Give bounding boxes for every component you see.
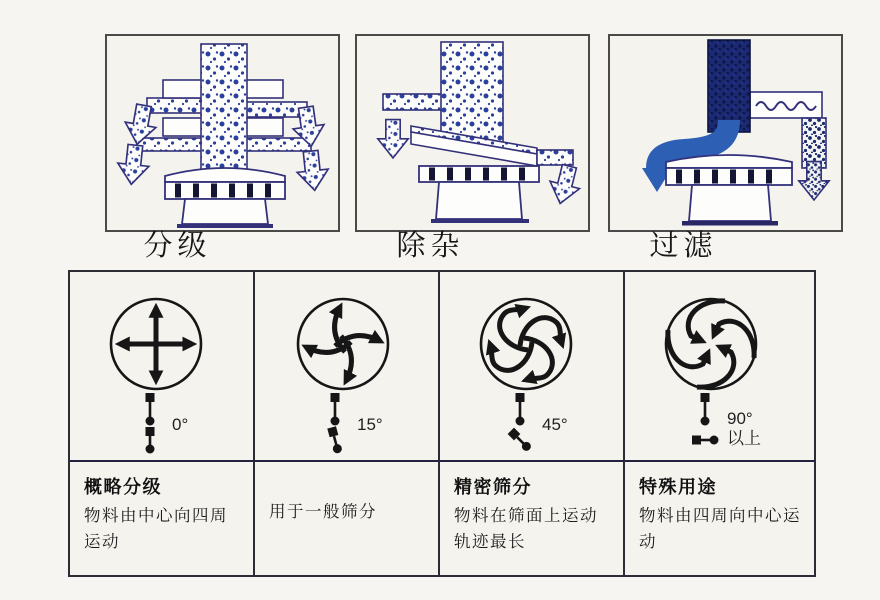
machine-label-filtration: 过滤 <box>649 230 718 262</box>
machine-illustration-impurity-removal <box>355 34 590 232</box>
right-upper-channel <box>245 102 307 117</box>
cell-title: 概略分级 <box>84 477 162 497</box>
angle-label: 0° <box>172 415 189 434</box>
motion-circle <box>298 299 388 389</box>
cell-title: 特殊用途 <box>639 477 717 497</box>
base-cylinder <box>182 199 268 224</box>
cell-body: 物料由中心向四周运动 <box>84 507 228 551</box>
impurity-removal-drawing <box>357 36 588 230</box>
description-cell-0deg <box>70 462 255 575</box>
angle-suffix: 以上 <box>727 429 761 448</box>
pattern-cell-45deg <box>440 272 625 462</box>
solids-chute <box>802 118 826 168</box>
cross-arrows <box>120 308 192 380</box>
left-overflow-channel <box>383 94 445 110</box>
grading-sieve-drawing <box>107 36 338 230</box>
filtration-drawing <box>610 36 843 230</box>
cell-title: 精密筛分 <box>454 477 532 497</box>
motion-circle <box>481 299 571 389</box>
base-cylinder <box>436 182 522 219</box>
description-cell-15deg <box>255 462 440 575</box>
phase-angle-indicator <box>146 393 155 454</box>
cell-body: 物料由四周向中心运动 <box>639 507 801 551</box>
strong-swirl-diagram <box>440 272 623 460</box>
cross-arrows-diagram <box>70 272 253 460</box>
phase-angle-indicator <box>508 393 533 453</box>
description-cell-45deg <box>440 462 625 575</box>
cell-body: 用于一般筛分 <box>269 503 377 521</box>
left-lower-channel <box>137 138 205 151</box>
machine-illustration-grading <box>105 34 340 232</box>
phase-angle-indicator <box>327 393 343 454</box>
angle-value: 90° <box>727 409 753 428</box>
machine-label-impurity-removal: 除杂 <box>396 230 465 262</box>
motion-pattern-table <box>68 270 816 577</box>
pattern-cell-0deg <box>70 272 255 462</box>
description-cell-90deg <box>625 462 815 575</box>
inward-swirl-diagram <box>625 272 815 460</box>
slot-band <box>666 168 792 185</box>
base-cylinder <box>689 185 771 221</box>
left-upper-channel <box>147 98 207 113</box>
sieve-dome <box>165 168 285 182</box>
machine-illustration-filtration <box>608 34 843 232</box>
right-lower-channel <box>245 138 311 151</box>
swirl-arrows <box>306 307 380 381</box>
gentle-swirl-diagram <box>255 272 438 460</box>
swirl-arrows <box>668 301 754 387</box>
slurry-feed-column <box>708 40 750 132</box>
phase-angle-indicator <box>692 393 719 445</box>
angle-label: 15° <box>357 415 383 434</box>
machine-label-grading: 分级 <box>143 230 212 262</box>
swirl-arrows <box>490 308 562 380</box>
pattern-cell-90deg <box>625 272 815 462</box>
right-discharge-channel <box>537 150 573 165</box>
angle-label <box>727 409 761 448</box>
pattern-cell-15deg <box>255 272 440 462</box>
feed-column <box>201 44 247 170</box>
angle-label: 45° <box>542 415 568 434</box>
motion-circle <box>666 299 756 389</box>
cell-body: 物料在筛面上运动轨迹最长 <box>454 507 598 551</box>
